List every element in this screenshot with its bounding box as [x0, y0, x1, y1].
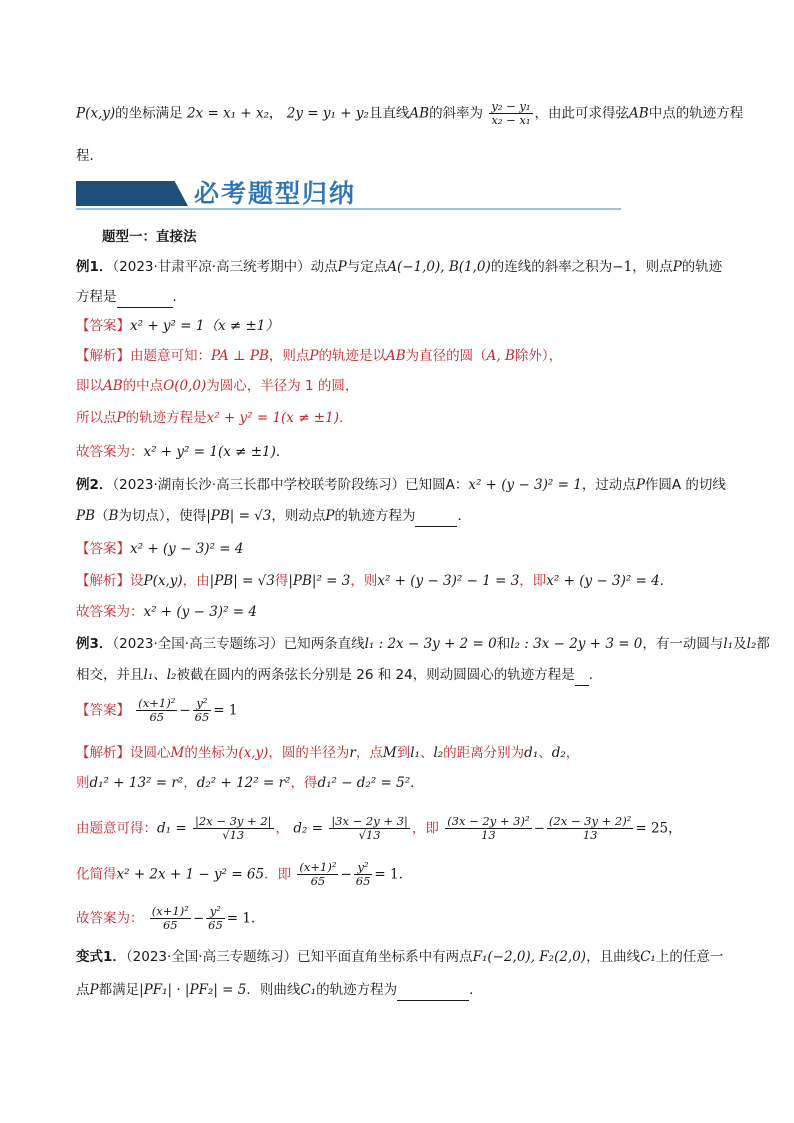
- example-1-analysis-2: 即以AB的中点O(0,0)为圆心，半径为 1 的圆，: [76, 378, 359, 394]
- example-3-answer: 【答案】 $\frac{\text{(x+1)²}}{65}$ − $\frac{\text{y²}}{65}$ = 1: [76, 696, 238, 724]
- example-3-line-1: 例3．（2023·全国·高三专题练习）已知两条直线l₁ : 2x − 3y + 2 = 0和l₂ : 3x − 2y + 3 = 0，有一动圆与l₁及l₂都: [76, 636, 770, 652]
- slope-fraction: $\frac{\text{y₂ − y₁}}{\text{x₂ − x₁}}$: [491, 99, 531, 127]
- example-1-result: 故答案为：x² + y² = 1(x ≠ ±1)．: [76, 444, 290, 460]
- banner-accent-bar: [76, 181, 188, 206]
- banner-underline: [76, 208, 621, 210]
- example-3-analysis-3: 由题意可得：d₁ = $\frac{|2x - 3y + 2|}{√13}$ ， d₂ = $\frac{|3x - 2y + 3|}{√13}$ ，即 $\frac{\text{(3x − 2y + 3)²}}{13}$ − $\frac{\text{(2x − 3y + 2)²}}{13}$ = 25，: [76, 814, 682, 842]
- example-3-analysis-1: 【解析】设圆心M的坐标为(x,y)，圆的半径为r，点M到l₁、l₂的距离分别为d₁、d₂，: [76, 745, 580, 761]
- example-1-analysis-1: 【解析】由题意可知：PA ⊥ PB，则点P的轨迹是以AB为直径的圆（A, B除外），: [76, 348, 563, 364]
- example-3-analysis-2: 则d₁² + 13² = r²，d₂² + 12² = r²，得d₁² − d₂² = 5²．: [76, 775, 424, 791]
- example-2-line-1: 例2．（2023·湖南长沙·高三长郡中学校联考阶段练习）已知圆A：x² + (y − 3)² = 1，过动点P作圆A 的切线: [76, 477, 726, 493]
- intro-line-1: P(x,y)的坐标满足 2x = x₁ + x₂， 2y = y₁ + y₂且直线AB的斜率为 $\frac{\text{y₂ − y₁}}{\text{x₂ − x₁}}$ ，由此可求得弦AB中点的轨迹方程: [76, 99, 744, 127]
- intro-line-2: 程．: [76, 148, 103, 164]
- section-banner: [76, 177, 621, 211]
- variant-1-line-2: 点P都满足|PF₁| · |PF₂| = 5．则曲线C₁的轨迹方程为 ．: [76, 979, 483, 1001]
- example-2-line-2: PB（B为切点），使得|PB| = √3，则动点P的轨迹方程为 ．: [76, 505, 471, 527]
- answer-blank: [397, 984, 469, 1001]
- example-3-analysis-4: 化简得x² + 2x + 1 − y² = 65．即 $\frac{\text{(x+1)²}}{65}$ − $\frac{\text{y²}}{65}$ = 1．: [76, 860, 413, 888]
- type-heading: 题型一：直接法: [102, 229, 197, 245]
- example-3-line-2: 相交，并且l₁、l₂被截在圆内的两条弦长分别是 26 和 24，则动圆圆心的轨迹方程是 ．: [76, 664, 602, 686]
- point-p: P(x,y): [76, 105, 116, 122]
- variant-1-line-1: 变式1．（2023·全国·高三专题练习）已知平面直角坐标系中有两点F₁(−2,0), F₂(2,0)，且曲线C₁上的任意一: [76, 949, 724, 965]
- example-1-analysis-3: 所以点P的轨迹方程是x² + y² = 1(x ≠ ±1)．: [76, 410, 353, 426]
- example-3-result: 故答案为： $\frac{\text{(x+1)²}}{65}$ − $\frac{\text{y²}}{65}$ = 1．: [76, 904, 265, 932]
- answer-blank: [117, 291, 173, 308]
- example-2-result: 故答案为：x² + (y − 3)² = 4: [76, 604, 257, 620]
- example-1-answer: 【答案】x² + y² = 1（x ≠ ±1）: [76, 318, 279, 334]
- answer-blank: [415, 510, 457, 527]
- example-2-answer: 【答案】x² + (y − 3)² = 4: [76, 541, 244, 557]
- example-2-analysis: 【解析】设P(x,y)，由|PB| = √3得|PB|² = 3，则x² + (y − 3)² − 1 = 3，即x² + (y − 3)² = 4．: [76, 573, 674, 589]
- example-1-line-1: 例1．（2023·甘肃平凉·高三统考期中）动点P与定点A(−1,0), B(1,0)的连线的斜率之积为−1，则点P的轨迹: [76, 259, 723, 275]
- example-1-line-2: 方程是 ．: [76, 286, 186, 308]
- answer-blank: [575, 669, 589, 686]
- section-title: 必考题型归纳: [194, 179, 357, 208]
